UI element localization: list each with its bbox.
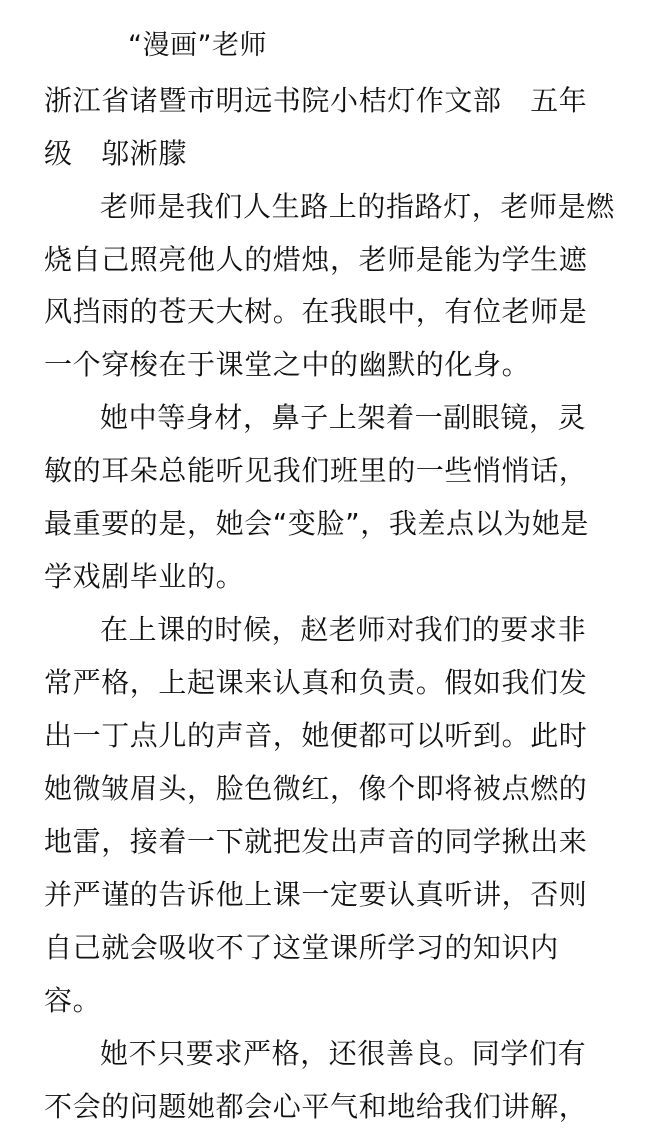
paragraph-line: 敏的耳朵总能听见我们班里的一些悄悄话， xyxy=(44,454,588,487)
paragraph-line: 不会的问题她都会心平气和地给我们讲解， xyxy=(44,1090,588,1123)
byline-line: 浙江省诸暨市明远书院小桔灯作文部 五年 xyxy=(44,84,588,117)
paragraph-line: 地雷，接着一下就把发出声音的同学揪出来 xyxy=(44,825,588,858)
paragraph-line: 烧自己照亮他人的焟烛，老师是能为学生遮 xyxy=(44,243,588,276)
paragraph-line: 最重要的是，她会“变脸”，我差点以为她是 xyxy=(44,507,590,540)
paragraph-line: 出一丁点儿的声音，她便都可以听到。此时 xyxy=(44,719,588,752)
paragraph-line: 常严格，上起课来认真和负责。假如我们发 xyxy=(44,666,588,699)
paragraph-line: 她中等身材，鼻子上架着一副眼镜，灵 xyxy=(100,401,587,434)
paragraph-line: 她不只要求严格，还很善良。同学们有 xyxy=(100,1037,587,1070)
paragraph-line: 风挡雨的苍天大树。在我眼中，有位老师是 xyxy=(44,295,588,328)
paragraph-line: 并严谨的告诉他上课一定要认真听讲，否则 xyxy=(44,878,588,911)
paragraph-line: 容。 xyxy=(44,984,102,1017)
paragraph-line: 学戏剧毕业的。 xyxy=(44,560,245,593)
paragraph-line: 她微皱眉头，脸色微红，像个即将被点燃的 xyxy=(44,772,588,805)
article-title: “漫画”老师 xyxy=(128,30,267,61)
paragraph-line: 在上课的时候，赵老师对我们的要求非 xyxy=(100,613,587,646)
paragraph-line: 老师是我们人生路上的指路灯，老师是燃 xyxy=(100,190,615,223)
paragraph-line: 一个穿梭在于课堂之中的幽默的化身。 xyxy=(44,348,531,381)
byline-line: 级 邬淅朦 xyxy=(44,137,188,170)
paragraph-line: 自己就会吸收不了这堂课所学习的知识内 xyxy=(44,931,559,964)
